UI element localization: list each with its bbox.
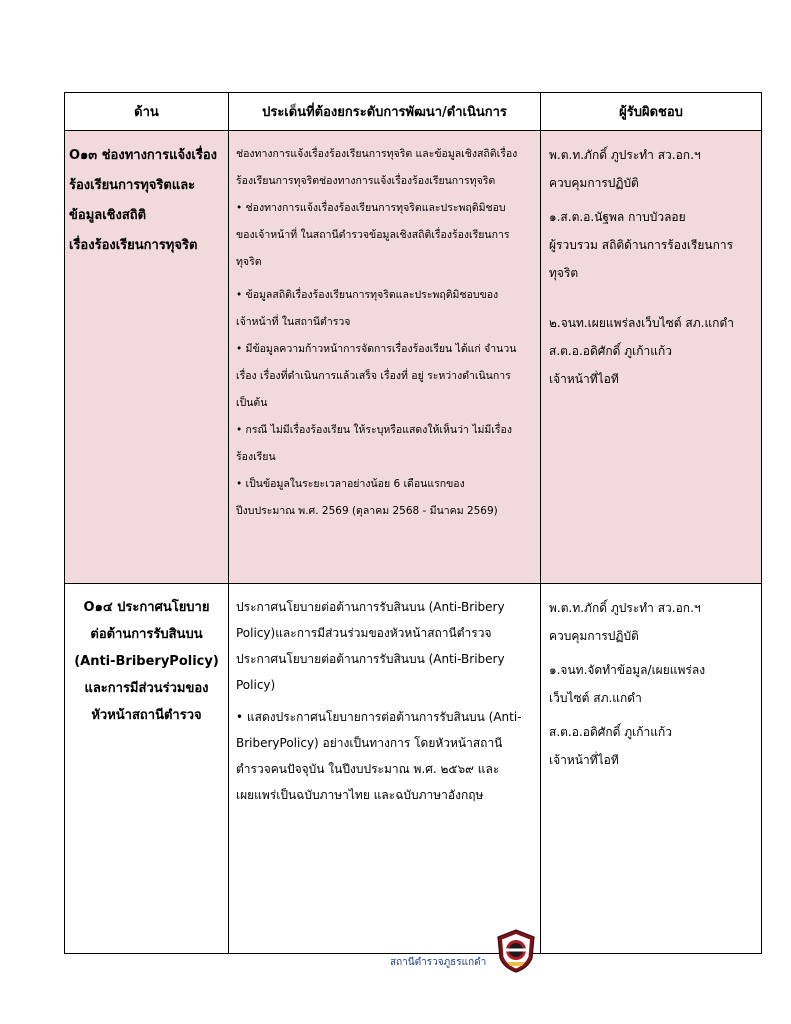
detail-line: ปีงบประมาณ พ.ศ. 2569 (ตุลาคม 2568 - มีนาคม 2569)	[236, 505, 498, 517]
police-station-emblem-icon	[494, 928, 538, 974]
responsible-line: ผู้รวบรวม สถิติด้านการร้องเรียนการ	[549, 238, 734, 252]
topic-line: (Anti-BriberyPolicy)	[74, 654, 219, 669]
detail-line: ประกาศนโยบายต่อต้านการรับสินบน (Anti-Bribery	[236, 600, 505, 614]
detail-line: ตำรวจคนปัจจุบัน ในปีงบประมาณ พ.ศ. ๒๕๖๙ และ	[236, 762, 500, 776]
detail-line: ร้องเรียน	[236, 451, 276, 463]
topic-cell	[65, 131, 229, 584]
responsible-cell	[541, 131, 762, 584]
detail-line: เผยแพร่เป็นฉบับภาษาไทย และฉบับภาษาอังกฤษ	[236, 788, 484, 802]
detail-line: เจ้าหน้าที่ ในสถานีตำรวจ	[236, 316, 351, 328]
responsible-line: พ.ต.ท.ภักดิ์ ภูประทำ สว.อก.ฯ	[549, 148, 701, 162]
detail-line: Policy)	[236, 678, 276, 692]
responsible-line: พ.ต.ท.ภักดิ์ ภูประทำ สว.อก.ฯ	[549, 601, 701, 615]
table-row	[65, 584, 762, 954]
detail-line: ของเจ้าหน้าที่ ในสถานีตำรวจข้อมูลเชิงสถิติเรื่องร้องเรียนการ	[236, 229, 510, 241]
responsible-line: ทุจริต	[549, 266, 579, 280]
responsible-line: เว็บไซต์ สภ.แกดำ	[549, 691, 642, 705]
responsible-line: ๒.จนท.เผยแพร่ลงเว็บไซต์ สภ.แกดำ	[549, 316, 734, 330]
topic-line: เรื่องร้องเรียนการทุจริต	[69, 238, 198, 253]
topic-cell	[65, 584, 229, 954]
responsible-line: ควบคุมการปฏิบัติ	[549, 176, 639, 190]
detail-line: ทุจริต	[236, 256, 262, 268]
detail-line: เป็นต้น	[236, 397, 268, 409]
detail-line: ช่องทางการแจ้งเรื่องร้องเรียนการทุจริต และข้อมูลเชิงสถิติเรื่อง	[236, 148, 518, 160]
responsibility-table	[64, 92, 762, 954]
header-issues: ประเด็นที่ต้องยกระดับการพัฒนา/ดำเนินการ	[229, 93, 541, 131]
topic-line: ร้องเรียนการทุจริตและ	[69, 178, 196, 193]
topic-line: ต่อต้านการรับสินบน	[90, 627, 203, 642]
detail-line: • เป็นข้อมูลในระยะเวลาอย่างน้อย 6 เดือนแรกของ	[236, 478, 465, 490]
topic-line: หัวหน้าสถานีตำรวจ	[91, 708, 202, 723]
responsible-line: ส.ต.อ.อดิศักดิ์ ภูเก้าแก้ว	[549, 725, 673, 739]
details-cell	[229, 584, 541, 954]
details-cell	[229, 131, 541, 584]
topic-line: และการมีส่วนร่วมของ	[84, 681, 209, 696]
responsible-line: ส.ต.อ.อดิศักดิ์ ภูเก้าแก้ว	[549, 344, 673, 358]
detail-line: • ข้อมูลสถิติเรื่องร้องเรียนการทุจริตและประพฤติมิชอบของ	[236, 289, 499, 301]
detail-line: • ช่องทางการแจ้งเรื่องร้องเรียนการทุจริตและประพฤติมิชอบ	[236, 202, 506, 214]
detail-line: • แสดงประกาศนโยบายการต่อต้านการรับสินบน (Anti-	[236, 710, 522, 724]
detail-line: ประกาศนโยบายต่อต้านการรับสินบน (Anti-Bribery	[236, 652, 505, 666]
responsible-line: ๑.ส.ต.อ.นัฐพล กาบบัวลอย	[549, 210, 686, 224]
detail-line: ร้องเรียนการทุจริตช่องทางการแจ้งเรื่องร้องเรียนการทุจริต	[236, 175, 496, 187]
header-aspect: ด้าน	[65, 93, 229, 131]
responsible-cell	[541, 584, 762, 954]
topic-line: O๑๓ ช่องทางการแจ้งเรื่อง	[69, 148, 217, 163]
responsible-line: เจ้าหน้าที่ไอที	[549, 753, 619, 767]
table-row	[65, 131, 762, 584]
topic-line: O๑๔ ประกาศนโยบาย	[83, 600, 210, 615]
responsible-line: เจ้าหน้าที่ไอที	[549, 372, 619, 386]
detail-line: เรื่อง เรื่องที่ดำเนินการแล้วเสร็จ เรื่องที่ อยู่ ระหว่างดำเนินการ	[236, 370, 511, 382]
header-row	[65, 93, 762, 131]
detail-line: • มีข้อมูลความก้าวหน้าการจัดการเรื่องร้องเรียน ได้แก่ จำนวน	[236, 343, 517, 355]
responsible-line: ๑.จนท.จัดทำข้อมูล/เผยแพร่ลง	[549, 663, 706, 677]
detail-line: • กรณี ไม่มีเรื่องร้องเรียน ให้ระบุหรือแสดงให้เห็นว่า ไม่มีเรื่อง	[236, 424, 512, 436]
detail-line: Policy)และการมีส่วนร่วมของหัวหน้าสถานีตำรวจ	[236, 626, 492, 640]
detail-line: BriberyPolicy) อย่างเป็นทางการ โดยหัวหน้าสถานี	[236, 736, 503, 750]
footer-station-name: สถานีตำรวจภูธรแกดำ	[390, 957, 487, 968]
header-responsible: ผู้รับผิดชอบ	[541, 93, 762, 131]
topic-line: ข้อมูลเชิงสถิติ	[69, 208, 147, 223]
responsible-line: ควบคุมการปฏิบัติ	[549, 629, 639, 643]
